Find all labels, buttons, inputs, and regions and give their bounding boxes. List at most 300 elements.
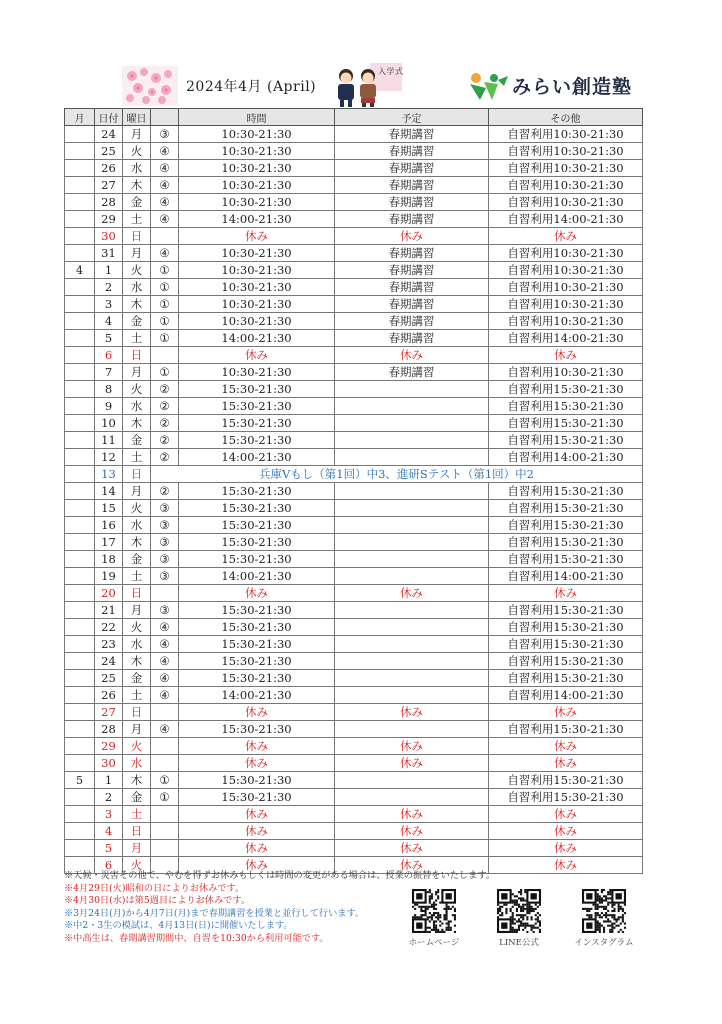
cell-mark: ④	[151, 687, 179, 704]
cell-weekday: 水	[123, 636, 151, 653]
cell-plan	[335, 653, 489, 670]
cell-weekday: 日	[123, 823, 151, 840]
table-row	[65, 381, 643, 398]
cell-time: 休み	[179, 806, 335, 823]
table-row	[65, 602, 643, 619]
cell-other: 自習利用14:00-21:30	[489, 568, 643, 585]
cell-date: 23	[95, 636, 123, 653]
cell-weekday: 金	[123, 670, 151, 687]
cell-time: 15:30-21:30	[179, 432, 335, 449]
cell-plan: 休み	[335, 755, 489, 772]
cell-plan: 春期講習	[335, 160, 489, 177]
cell-mark	[151, 347, 179, 364]
cell-month	[65, 279, 95, 296]
cell-date: 3	[95, 806, 123, 823]
cell-month	[65, 704, 95, 721]
cell-month	[65, 194, 95, 211]
cell-mark: ③	[151, 500, 179, 517]
cell-other: 自習利用10:30-21:30	[489, 245, 643, 262]
cell-month	[65, 670, 95, 687]
header-weekday: 曜日	[123, 109, 151, 126]
cell-time: 15:30-21:30	[179, 551, 335, 568]
cell-time: 14:00-21:30	[179, 211, 335, 228]
cell-mark	[151, 840, 179, 857]
cell-plan	[335, 517, 489, 534]
cell-other: 自習利用15:30-21:30	[489, 789, 643, 806]
cell-weekday: 土	[123, 806, 151, 823]
cell-month	[65, 432, 95, 449]
cell-other: 自習利用15:30-21:30	[489, 381, 643, 398]
logo-text: みらい創造塾	[512, 76, 633, 98]
cell-weekday: 火	[123, 857, 151, 874]
cell-date: 24	[95, 126, 123, 143]
note-5: ※中2・3生の模試は、4月13日(日)に開催いたします。	[64, 920, 293, 932]
school-logo	[468, 70, 638, 102]
cell-time: 15:30-21:30	[179, 398, 335, 415]
cell-date: 26	[95, 160, 123, 177]
cell-plan	[335, 687, 489, 704]
cell-time: 休み	[179, 704, 335, 721]
table-row	[65, 279, 643, 296]
cell-time: 15:30-21:30	[179, 619, 335, 636]
cell-month: 4	[65, 262, 95, 279]
cell-time: 10:30-21:30	[179, 279, 335, 296]
cell-month	[65, 211, 95, 228]
table-row	[65, 653, 643, 670]
cell-weekday: 木	[123, 296, 151, 313]
cell-plan: 春期講習	[335, 296, 489, 313]
table-row	[65, 517, 643, 534]
cell-mark	[151, 704, 179, 721]
table-row	[65, 347, 643, 364]
cell-date: 22	[95, 619, 123, 636]
cell-mark: ③	[151, 126, 179, 143]
table-row	[65, 177, 643, 194]
cell-plan: 春期講習	[335, 194, 489, 211]
cell-month	[65, 381, 95, 398]
cell-weekday: 月	[123, 602, 151, 619]
cell-date: 13	[95, 466, 123, 483]
cell-month	[65, 636, 95, 653]
cell-month	[65, 177, 95, 194]
cell-plan	[335, 568, 489, 585]
table-row	[65, 772, 643, 789]
cell-plan	[335, 670, 489, 687]
table-row	[65, 840, 643, 857]
table-row	[65, 364, 643, 381]
cell-plan: 春期講習	[335, 364, 489, 381]
cell-plan: 春期講習	[335, 143, 489, 160]
cell-month	[65, 738, 95, 755]
cell-month	[65, 551, 95, 568]
cell-date: 7	[95, 364, 123, 381]
cell-other: 自習利用15:30-21:30	[489, 398, 643, 415]
cell-plan	[335, 432, 489, 449]
table-row	[65, 704, 643, 721]
table-row	[65, 415, 643, 432]
cell-mark: ②	[151, 398, 179, 415]
cell-month	[65, 398, 95, 415]
cell-other: 自習利用14:00-21:30	[489, 211, 643, 228]
cell-mark: ④	[151, 670, 179, 687]
cell-plan	[335, 636, 489, 653]
cell-time: 15:30-21:30	[179, 517, 335, 534]
cell-mark: ①	[151, 364, 179, 381]
cell-time: 10:30-21:30	[179, 194, 335, 211]
cell-month	[65, 823, 95, 840]
cell-date: 2	[95, 789, 123, 806]
cell-other: 自習利用15:30-21:30	[489, 415, 643, 432]
cell-mark: ③	[151, 534, 179, 551]
cell-mark: ④	[151, 160, 179, 177]
line-qr-code-icon[interactable]	[497, 889, 541, 933]
cell-time: 15:30-21:30	[179, 636, 335, 653]
cell-other: 自習利用15:30-21:30	[489, 551, 643, 568]
cell-other: 自習利用15:30-21:30	[489, 670, 643, 687]
cell-plan	[335, 789, 489, 806]
cell-date: 29	[95, 738, 123, 755]
table-row	[65, 585, 643, 602]
cell-plan: 休み	[335, 840, 489, 857]
cell-date: 1	[95, 772, 123, 789]
cell-month	[65, 296, 95, 313]
cell-time: 休み	[179, 738, 335, 755]
cell-other: 自習利用10:30-21:30	[489, 313, 643, 330]
cell-weekday: 木	[123, 772, 151, 789]
table-row	[65, 534, 643, 551]
cell-time: 15:30-21:30	[179, 415, 335, 432]
cell-other: 自習利用15:30-21:30	[489, 534, 643, 551]
cell-date: 5	[95, 330, 123, 347]
table-row	[65, 738, 643, 755]
cell-mark: ②	[151, 449, 179, 466]
cell-time: 15:30-21:30	[179, 500, 335, 517]
table-row	[65, 211, 643, 228]
cell-date: 4	[95, 823, 123, 840]
cell-date: 30	[95, 228, 123, 245]
cell-date: 20	[95, 585, 123, 602]
table-header-row	[65, 109, 643, 126]
table-row	[65, 568, 643, 585]
cell-other: 休み	[489, 704, 643, 721]
cell-weekday: 土	[123, 211, 151, 228]
cell-other: 自習利用10:30-21:30	[489, 126, 643, 143]
cell-month	[65, 364, 95, 381]
cell-plan: 春期講習	[335, 177, 489, 194]
cell-month	[65, 500, 95, 517]
header-other: その他	[489, 109, 643, 126]
cell-weekday: 月	[123, 721, 151, 738]
cell-date: 27	[95, 177, 123, 194]
cell-other: 休み	[489, 738, 643, 755]
table-row	[65, 755, 643, 772]
header-month: 月	[65, 109, 95, 126]
cell-mark: ④	[151, 211, 179, 228]
cell-mark: ①	[151, 330, 179, 347]
cell-plan: 春期講習	[335, 126, 489, 143]
cell-plan	[335, 551, 489, 568]
cell-mark: ③	[151, 568, 179, 585]
cell-date: 16	[95, 517, 123, 534]
cell-other: 自習利用15:30-21:30	[489, 483, 643, 500]
cell-time: 14:00-21:30	[179, 330, 335, 347]
table-row	[65, 330, 643, 347]
cell-plan: 春期講習	[335, 330, 489, 347]
cell-month	[65, 619, 95, 636]
header-plan: 予定	[335, 109, 489, 126]
cell-weekday: 土	[123, 687, 151, 704]
cell-time: 15:30-21:30	[179, 602, 335, 619]
cell-plan: 春期講習	[335, 211, 489, 228]
cell-date: 17	[95, 534, 123, 551]
cell-plan: 春期講習	[335, 245, 489, 262]
table-row	[65, 398, 643, 415]
cell-month	[65, 330, 95, 347]
cell-month	[65, 347, 95, 364]
cell-mark: ④	[151, 636, 179, 653]
cell-date: 14	[95, 483, 123, 500]
cell-plan: 休み	[335, 857, 489, 874]
cell-plan	[335, 619, 489, 636]
cell-weekday: 金	[123, 313, 151, 330]
cell-time: 10:30-21:30	[179, 143, 335, 160]
cell-time: 15:30-21:30	[179, 534, 335, 551]
table-row	[65, 466, 643, 483]
table-row	[65, 313, 643, 330]
cell-date: 10	[95, 415, 123, 432]
cell-other: 休み	[489, 755, 643, 772]
table-row	[65, 619, 643, 636]
line-qr-label: LINE公式	[499, 938, 539, 948]
cherry-blossom-icon	[122, 66, 178, 106]
cell-mark: ④	[151, 653, 179, 670]
cell-plan	[335, 500, 489, 517]
cell-date: 18	[95, 551, 123, 568]
cell-month	[65, 534, 95, 551]
cell-mark: ②	[151, 432, 179, 449]
cell-mark: ②	[151, 483, 179, 500]
homepage-qr-code-icon[interactable]	[412, 889, 456, 933]
cell-date: 11	[95, 432, 123, 449]
cell-month	[65, 483, 95, 500]
cell-date: 15	[95, 500, 123, 517]
cell-time: 休み	[179, 755, 335, 772]
cell-other: 自習利用10:30-21:30	[489, 262, 643, 279]
cell-other: 休み	[489, 347, 643, 364]
cell-weekday: 月	[123, 364, 151, 381]
cell-plan	[335, 381, 489, 398]
cell-weekday: 月	[123, 245, 151, 262]
cell-month	[65, 789, 95, 806]
cell-mark: ④	[151, 245, 179, 262]
cell-weekday: 日	[123, 466, 151, 483]
cell-weekday: 金	[123, 789, 151, 806]
cell-plan: 休み	[335, 347, 489, 364]
cell-plan: 春期講習	[335, 279, 489, 296]
cell-time: 10:30-21:30	[179, 262, 335, 279]
cell-mark: ④	[151, 721, 179, 738]
cell-time: 14:00-21:30	[179, 568, 335, 585]
table-row	[65, 245, 643, 262]
cell-time: 休み	[179, 585, 335, 602]
cell-weekday: 木	[123, 653, 151, 670]
cell-mark: ①	[151, 262, 179, 279]
cell-time: 10:30-21:30	[179, 313, 335, 330]
entrance-ceremony-sign: 入学式	[378, 67, 404, 76]
cell-mark: ②	[151, 415, 179, 432]
cell-mark: ④	[151, 143, 179, 160]
cell-date: 6	[95, 347, 123, 364]
cell-other: 自習利用10:30-21:30	[489, 279, 643, 296]
cell-date: 6	[95, 857, 123, 874]
cell-date: 19	[95, 568, 123, 585]
logo-mark-icon	[468, 70, 510, 102]
cell-month	[65, 568, 95, 585]
cell-date: 28	[95, 194, 123, 211]
cell-month	[65, 245, 95, 262]
cell-plan	[335, 415, 489, 432]
cell-date: 9	[95, 398, 123, 415]
table-row	[65, 636, 643, 653]
cell-other: 自習利用10:30-21:30	[489, 160, 643, 177]
cell-weekday: 水	[123, 517, 151, 534]
cell-other: 自習利用10:30-21:30	[489, 143, 643, 160]
table-row	[65, 143, 643, 160]
cell-plan	[335, 398, 489, 415]
cell-time: 14:00-21:30	[179, 449, 335, 466]
cell-plan	[335, 534, 489, 551]
cell-plan	[335, 772, 489, 789]
cell-time: 15:30-21:30	[179, 483, 335, 500]
cell-weekday: 月	[123, 840, 151, 857]
cell-other: 自習利用15:30-21:30	[489, 721, 643, 738]
cell-other: 自習利用15:30-21:30	[489, 772, 643, 789]
cell-other: 休み	[489, 228, 643, 245]
cell-mark: ②	[151, 381, 179, 398]
cell-time: 10:30-21:30	[179, 245, 335, 262]
cell-date: 4	[95, 313, 123, 330]
cell-month	[65, 840, 95, 857]
instagram-qr-code-icon[interactable]	[582, 889, 626, 933]
cell-plan: 休み	[335, 585, 489, 602]
cell-other: 自習利用14:00-21:30	[489, 687, 643, 704]
table-row	[65, 721, 643, 738]
cell-time: 15:30-21:30	[179, 789, 335, 806]
note-2: ※4月29日(火)昭和の日によりお休みです。	[64, 882, 245, 894]
cell-date: 21	[95, 602, 123, 619]
cell-weekday: 木	[123, 534, 151, 551]
cell-weekday: 火	[123, 619, 151, 636]
table-row	[65, 789, 643, 806]
cell-mark: ④	[151, 177, 179, 194]
cell-other: 自習利用15:30-21:30	[489, 517, 643, 534]
cell-weekday: 火	[123, 143, 151, 160]
cell-weekday: 金	[123, 194, 151, 211]
cell-month	[65, 160, 95, 177]
cell-mark	[151, 228, 179, 245]
cell-mark: ①	[151, 789, 179, 806]
cell-weekday: 日	[123, 585, 151, 602]
note-1: ※天候・災害その他で、やむを得ずお休みもしくは時間の変更がある場合は、授業の振替をいたします。	[64, 870, 495, 881]
cell-other: 自習利用10:30-21:30	[489, 364, 643, 381]
cell-plan	[335, 483, 489, 500]
cell-date: 1	[95, 262, 123, 279]
cell-weekday: 木	[123, 177, 151, 194]
table-row	[65, 160, 643, 177]
cell-time: 10:30-21:30	[179, 160, 335, 177]
cell-month	[65, 653, 95, 670]
cell-month	[65, 313, 95, 330]
cell-plan	[335, 449, 489, 466]
cell-month	[65, 143, 95, 160]
cell-mark	[151, 806, 179, 823]
cell-date: 26	[95, 687, 123, 704]
cell-date: 5	[95, 840, 123, 857]
cell-date: 24	[95, 653, 123, 670]
table-row	[65, 823, 643, 840]
cell-mark	[151, 585, 179, 602]
cell-weekday: 日	[123, 704, 151, 721]
page-header	[64, 62, 664, 108]
cell-mark: ①	[151, 313, 179, 330]
cell-month	[65, 517, 95, 534]
cell-time: 休み	[179, 823, 335, 840]
cell-month: 5	[65, 772, 95, 789]
cell-weekday: 水	[123, 160, 151, 177]
cell-weekday: 水	[123, 398, 151, 415]
cell-other: 自習利用14:00-21:30	[489, 330, 643, 347]
cell-weekday: 月	[123, 126, 151, 143]
cell-time: 15:30-21:30	[179, 772, 335, 789]
cell-other: 自習利用15:30-21:30	[489, 636, 643, 653]
cell-weekday: 火	[123, 262, 151, 279]
cell-date: 30	[95, 755, 123, 772]
cell-time: 15:30-21:30	[179, 381, 335, 398]
cell-date: 31	[95, 245, 123, 262]
cell-other: 自習利用15:30-21:30	[489, 500, 643, 517]
cell-event-note: 兵庫Vもし（第1回）中3、進研Sテスト（第1回）中2	[151, 466, 643, 483]
cell-mark: ④	[151, 194, 179, 211]
cell-other: 自習利用15:30-21:30	[489, 619, 643, 636]
cell-other: 自習利用14:00-21:30	[489, 449, 643, 466]
table-row	[65, 262, 643, 279]
cell-weekday: 木	[123, 415, 151, 432]
header-date: 日付	[95, 109, 123, 126]
note-6: ※中高生は、春期講習期間中、自習を10:30から利用可能です。	[64, 932, 329, 944]
cell-mark	[151, 823, 179, 840]
cell-time: 14:00-21:30	[179, 687, 335, 704]
cell-time: 15:30-21:30	[179, 721, 335, 738]
note-3: ※4月30日(水)は第5週目によりお休みです。	[64, 895, 251, 907]
table-row	[65, 670, 643, 687]
cell-weekday: 火	[123, 500, 151, 517]
cell-mark: ③	[151, 517, 179, 534]
cell-mark: ③	[151, 551, 179, 568]
cell-weekday: 火	[123, 381, 151, 398]
cell-mark	[151, 755, 179, 772]
cell-mark: ①	[151, 279, 179, 296]
homepage-qr-label: ホームページ	[408, 938, 460, 948]
cell-mark: ①	[151, 772, 179, 789]
cell-weekday: 土	[123, 449, 151, 466]
cell-month	[65, 687, 95, 704]
table-row	[65, 500, 643, 517]
cell-weekday: 土	[123, 568, 151, 585]
cell-mark	[151, 738, 179, 755]
page-title: 2024年4月 (April)	[186, 79, 317, 95]
note-4: ※3月24日(月)から4月7日(月)まで春期講習を授業と並行して行います。	[64, 907, 365, 919]
cell-other: 自習利用15:30-21:30	[489, 432, 643, 449]
